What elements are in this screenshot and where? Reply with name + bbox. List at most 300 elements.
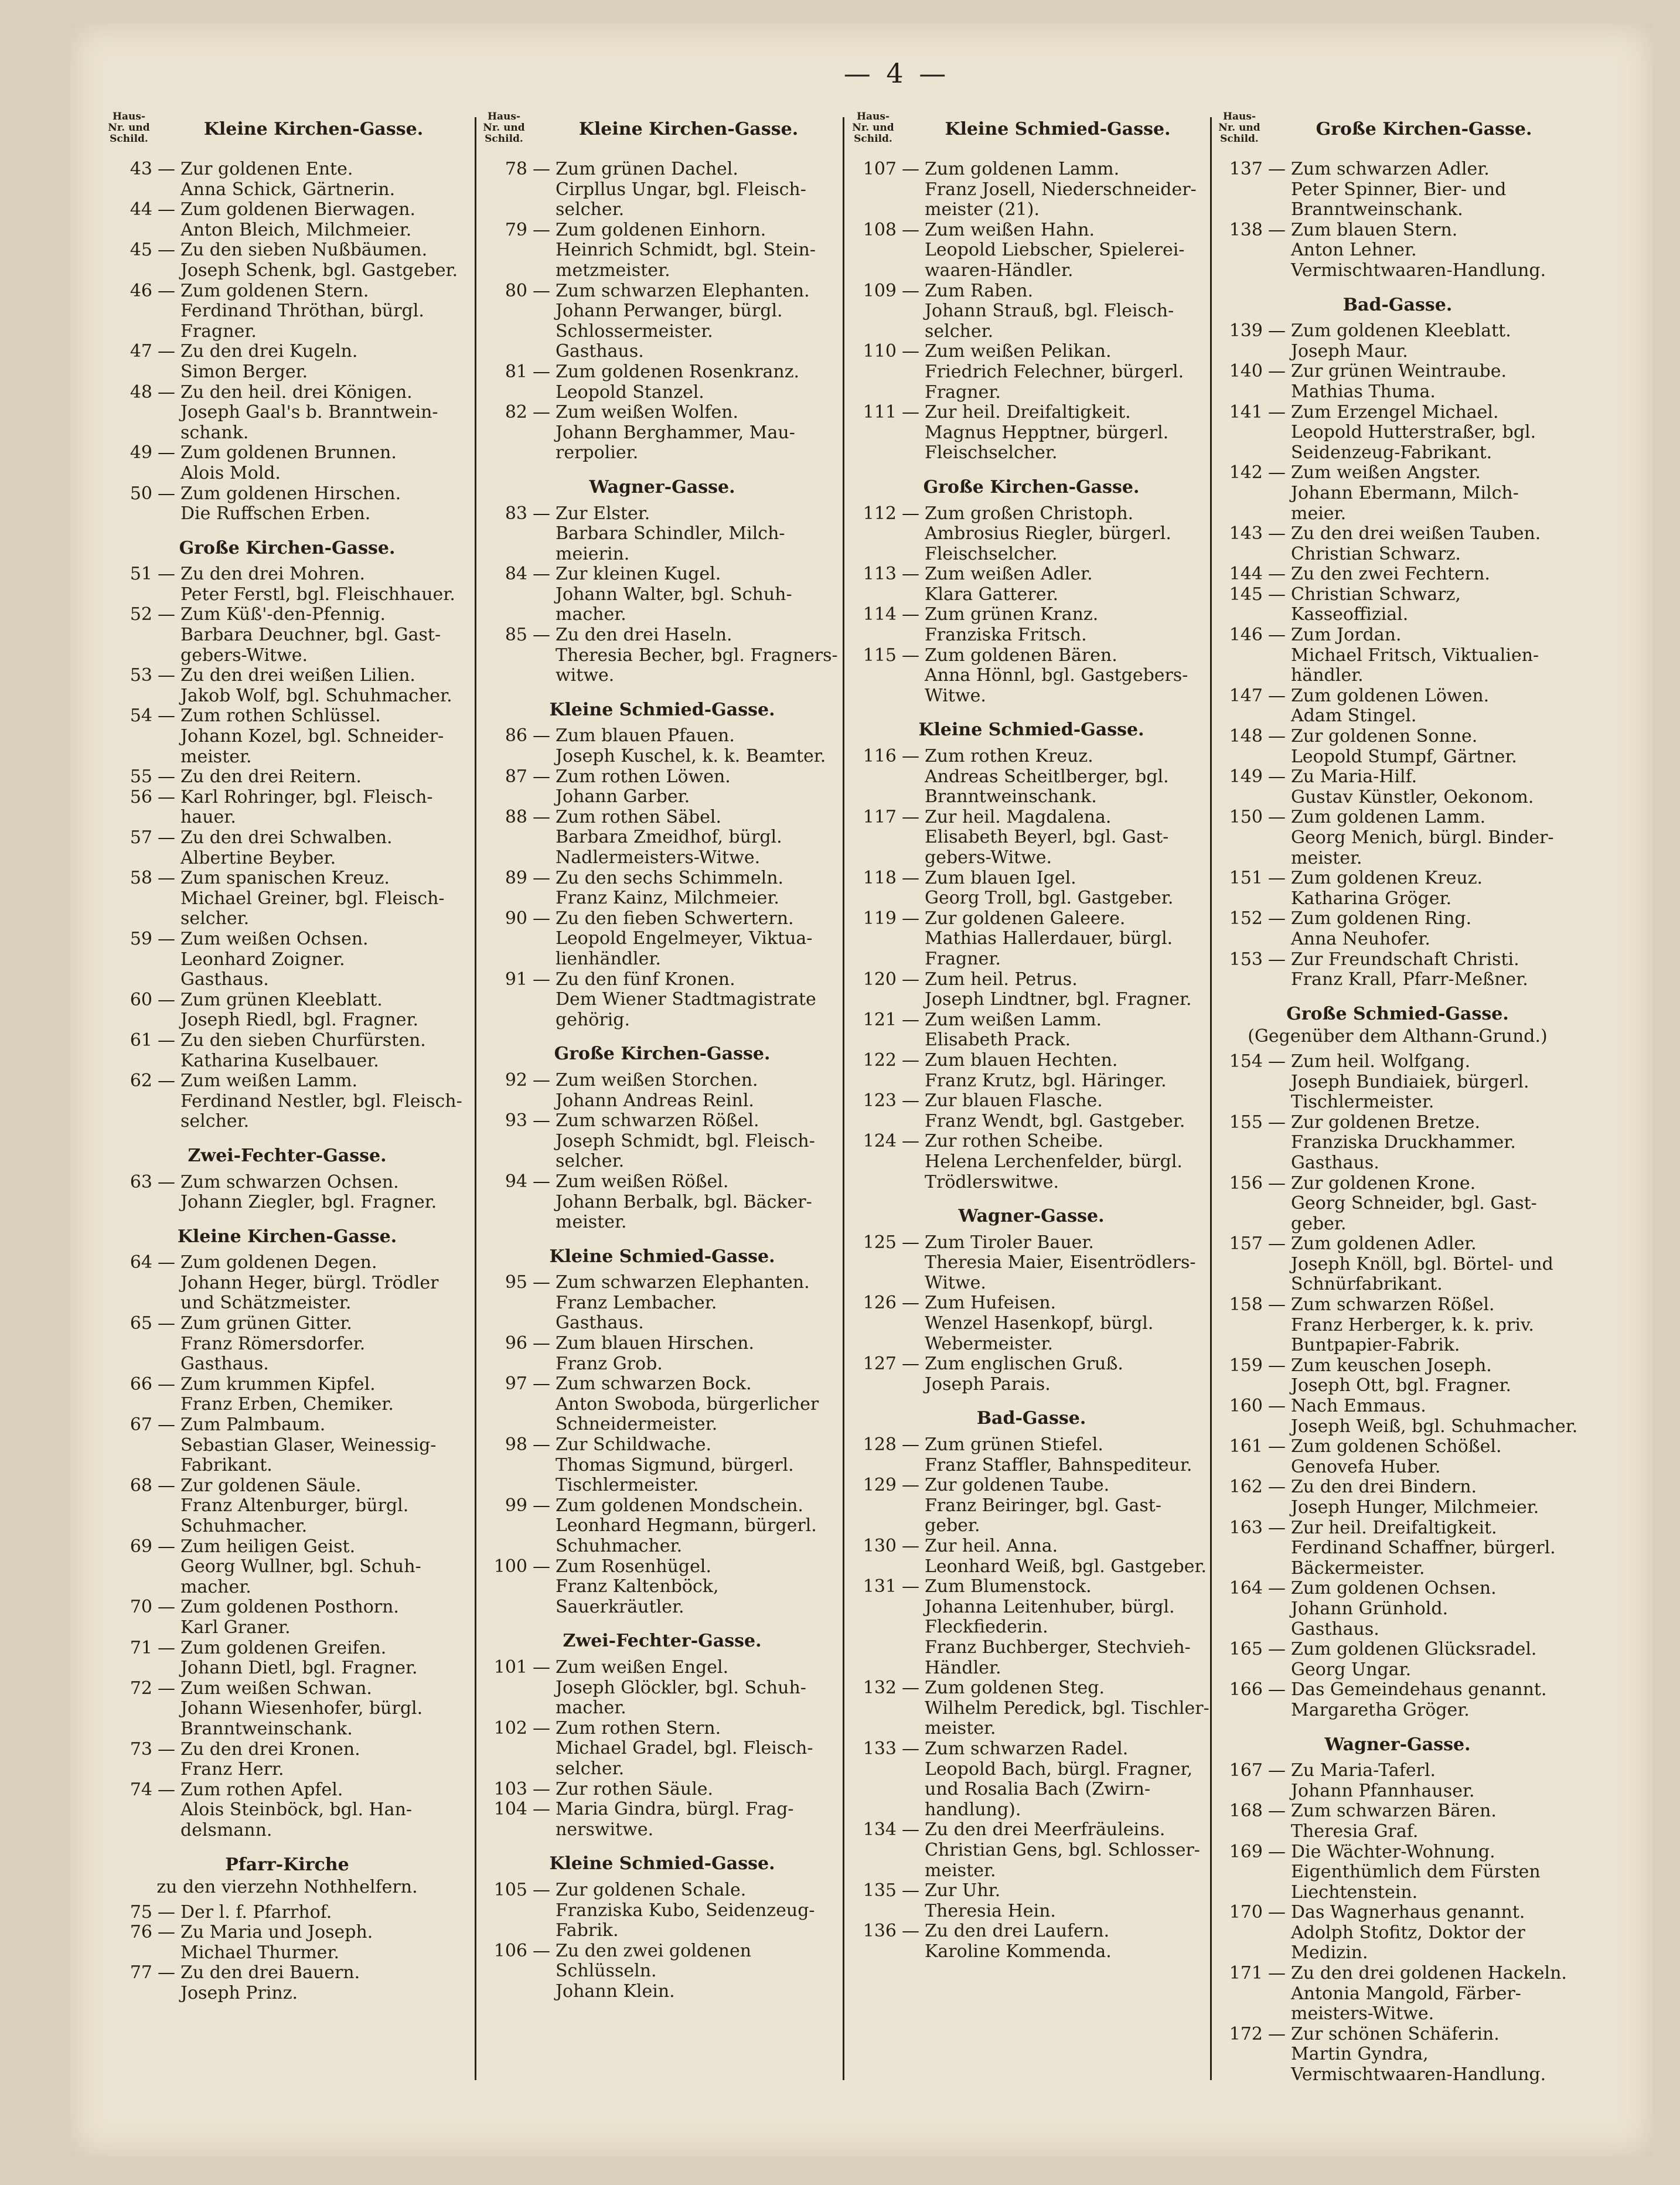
resident-line: Andreas Scheitlberger, bgl. (925, 766, 1169, 787)
house-sign: Zum blauen Hirschen. (556, 1333, 754, 1354)
dash-separator: — (158, 1313, 175, 1334)
dash-separator: — (1268, 523, 1286, 544)
house-sign: Zu den drei Mohren. (180, 564, 365, 585)
resident-line: Witwe. (925, 685, 986, 706)
house-number: 72 (130, 1678, 152, 1699)
house-entry (1216, 463, 1579, 483)
resident-line: Michael Fritsch, Viktualien- (1291, 645, 1539, 666)
house-sign: Nach Emmaus. (1291, 1396, 1426, 1417)
resident-line: Klara Gatterer. (925, 584, 1059, 605)
resident-line: geber. (925, 1515, 980, 1536)
dash-separator: — (1268, 1233, 1286, 1255)
street-heading: Kleine Schmied-Gasse. (945, 119, 1171, 139)
resident-line: Joseph Kuschel, k. k. Beamter. (556, 746, 826, 767)
resident-line: Johann Berghammer, Mau- (556, 422, 795, 443)
resident-line: Franz Herr. (180, 1759, 284, 1780)
dash-separator: — (1268, 1477, 1286, 1498)
house-sign: Zum goldenen Ochsen. (1291, 1578, 1497, 1599)
house-number-label: Haus-Nr. und Schild. (852, 111, 894, 145)
dash-separator: — (158, 1373, 175, 1395)
house-number: 117 (863, 806, 897, 827)
house-number: 83 (505, 503, 527, 524)
house-entry (105, 990, 469, 1011)
resident-line: Johann Ebermann, Milch- (1291, 482, 1519, 503)
resident-line: Händler. (925, 1657, 1001, 1678)
dash-separator: — (1268, 1517, 1286, 1538)
resident-line: Alois Mold. (180, 462, 281, 483)
dash-separator: — (1268, 401, 1286, 422)
dash-separator: — (533, 1656, 550, 1678)
resident-line: Karoline Kommenda. (925, 1941, 1112, 1962)
house-number: 59 (130, 928, 152, 949)
house-sign: Zum blauen Pfauen. (556, 725, 735, 746)
dash-separator: — (1268, 1051, 1286, 1072)
column-2 (481, 111, 844, 2002)
resident-line: Fleckfiederin. (925, 1617, 1048, 1638)
dash-separator: — (902, 908, 919, 929)
house-sign: Zum Erzengel Michael. (1291, 401, 1499, 422)
house-entry (850, 1739, 1213, 1760)
house-sign: Zum goldenen Brunnen. (180, 442, 397, 463)
house-sign: Zum Raben. (925, 280, 1034, 301)
house-number: 62 (130, 1071, 152, 1092)
street-heading: Kleine Kirchen-Gasse. (203, 119, 424, 139)
house-number: 149 (1229, 766, 1263, 788)
resident-line: Franziska Druckhammer. (1291, 1132, 1516, 1153)
house-entry (1216, 868, 1579, 889)
house-sign: Zum rothen Apfel. (180, 1779, 343, 1800)
resident-line: Elisabeth Prack. (925, 1030, 1071, 1051)
resident-line: Leopold Hutterstraßer, bgl. (1291, 422, 1536, 443)
resident-line: selcher. (556, 1151, 625, 1172)
house-sign: Zum heil. Wolfgang. (1291, 1051, 1471, 1072)
resident-line: Antonia Mangold, Färber- (1291, 1983, 1521, 2004)
house-sign: Zur schönen Schäferin. (1291, 2023, 1500, 2044)
resident-line: Helena Lerchenfelder, bürgl. (925, 1151, 1183, 1172)
house-number: 43 (130, 159, 152, 179)
house-entry (1216, 403, 1579, 423)
entry-list (850, 159, 1213, 1962)
dash-separator: — (533, 361, 550, 382)
resident-line: delsmann. (180, 1819, 272, 1840)
house-number: 143 (1229, 523, 1263, 544)
dash-separator: — (533, 1799, 550, 1820)
house-sign: Zum goldenen Bierwagen. (180, 199, 416, 220)
house-sign: Zum grünen Kranz. (925, 604, 1099, 625)
house-sign: Zum Jordan. (1291, 625, 1402, 646)
house-entry (1216, 767, 1579, 788)
resident-line: selcher. (556, 199, 625, 220)
dash-separator: — (902, 564, 919, 585)
resident-line: Mathias Hallerdauer, bürgl. (925, 928, 1173, 949)
house-entry (850, 403, 1213, 423)
house-sign: Zur blauen Flasche. (925, 1090, 1103, 1112)
resident-line: Branntweinschank. (180, 1718, 353, 1739)
house-number: 135 (863, 1880, 897, 1901)
house-entry (850, 1435, 1213, 1455)
dash-separator: — (533, 159, 550, 179)
resident-line: Peter Ferstl, bgl. Fleischhauer. (180, 584, 455, 605)
dash-separator: — (902, 1475, 919, 1496)
house-sign: Zur heil. Anna. (925, 1536, 1058, 1556)
house-number: 85 (505, 625, 527, 646)
house-entry (1216, 909, 1579, 929)
dash-separator: — (158, 240, 175, 261)
house-number: 69 (130, 1536, 152, 1557)
dash-separator: — (533, 1333, 550, 1354)
house-sign: Zum grünen Stiefel. (925, 1434, 1103, 1455)
house-sign: Zur goldenen Sonne. (1291, 726, 1478, 747)
house-entry (850, 605, 1213, 625)
resident-line: Fabrik. (556, 1920, 619, 1941)
house-number: 131 (863, 1576, 897, 1597)
house-number: 66 (130, 1373, 152, 1395)
resident-line: Barbara Zmeidhof, bürgl. (556, 827, 782, 848)
resident-line: meister. (925, 1860, 996, 1881)
house-number: 155 (1229, 1112, 1263, 1133)
dash-separator: — (158, 199, 175, 220)
house-sign: Zum rothen Stern. (556, 1717, 721, 1739)
resident-line: Joseph Riedl, bgl. Fragner. (180, 1010, 419, 1031)
house-number: 84 (505, 564, 527, 585)
resident-line: Christian Gens, bgl. Schlosser- (925, 1839, 1200, 1860)
resident-line: Webermeister. (925, 1333, 1054, 1354)
house-entry (1216, 1579, 1579, 1599)
street-subheading: (Gegenüber dem Althann-Grund.) (1248, 1026, 1548, 1047)
resident-line: Bäckermeister. (1291, 1557, 1425, 1579)
dash-separator: — (158, 381, 175, 403)
house-number: 147 (1229, 685, 1263, 706)
dash-separator: — (533, 1373, 550, 1395)
house-number: 121 (863, 1009, 897, 1030)
resident-line: Franz Grob. (556, 1353, 663, 1374)
house-sign: Zum schwarzen Bären. (1291, 1801, 1497, 1822)
house-entry (1216, 1174, 1579, 1194)
resident-line: meister. (1291, 847, 1362, 868)
house-number: 48 (130, 381, 152, 403)
street-heading: Große Kirchen-Gasse. (1316, 119, 1532, 139)
dash-separator: — (1268, 2023, 1286, 2044)
house-number: 123 (863, 1090, 897, 1112)
house-entry (105, 1476, 469, 1497)
resident-line: Theresia Maier, Eisentrödlers- (925, 1252, 1196, 1273)
resident-line: Johann Pfannhauser. (1291, 1780, 1475, 1801)
house-entry (105, 868, 469, 889)
house-sign: Zum goldenen Schößel. (1291, 1436, 1502, 1457)
house-sign: Zum weißen Angster. (1291, 462, 1481, 483)
resident-line: Joseph Maur. (1291, 340, 1408, 362)
house-number: 109 (863, 280, 897, 301)
dash-separator: — (533, 503, 550, 524)
dash-separator: — (158, 1962, 175, 1983)
house-entry (105, 1071, 469, 1092)
street-heading: Bad-Gasse. (976, 1408, 1086, 1429)
dash-separator: — (902, 1880, 919, 1901)
dash-separator: — (902, 1434, 919, 1455)
resident-line: Christian Schwarz. (1291, 543, 1461, 564)
dash-separator: — (533, 1171, 550, 1192)
house-sign: Zu den drei Kugeln. (180, 341, 358, 362)
dash-separator: — (1268, 1902, 1286, 1923)
resident-line: Ferdinand Nestler, bgl. Fleisch- (180, 1090, 462, 1112)
column-header (1216, 111, 1579, 159)
resident-line: Jakob Wolf, bgl. Schuhmacher. (180, 685, 452, 706)
dash-separator: — (1268, 1112, 1286, 1133)
resident-line: Georg Wullner, bgl. Schuh- (180, 1556, 421, 1577)
house-entry (105, 605, 469, 625)
resident-line: Georg Troll, bgl. Gastgeber. (925, 888, 1174, 909)
resident-line: Franz Buchberger, Stechvieh- (925, 1637, 1191, 1658)
house-number: 101 (493, 1656, 527, 1678)
house-sign: Zur Uhr. (925, 1880, 1001, 1901)
house-sign: Zu den heil. drei Königen. (180, 381, 413, 403)
house-entry (481, 1941, 844, 1982)
house-number: 73 (130, 1739, 152, 1760)
dash-separator: — (533, 725, 550, 746)
house-entry (481, 362, 844, 383)
house-sign: Zum goldenen Greifen. (180, 1637, 387, 1658)
house-sign: Zum weißen Storchen. (556, 1069, 758, 1090)
street-heading: Bad-Gasse. (1342, 294, 1453, 315)
resident-line: gebers-Witwe. (180, 645, 308, 666)
house-sign: Zur heil. Dreifaltigkeit. (1291, 1517, 1497, 1538)
resident-line: Johann Strauß, bgl. Fleisch- (925, 301, 1174, 322)
entry-list (105, 159, 469, 2004)
house-entry (481, 564, 844, 585)
dash-separator: — (158, 280, 175, 301)
house-entry (850, 1293, 1213, 1314)
dash-separator: — (158, 827, 175, 848)
house-sign: Zum weißen Rößel. (556, 1171, 729, 1192)
resident-line: Johanna Leitenhuber, bürgl. (925, 1596, 1175, 1617)
house-sign: Zum weißen Adler. (925, 564, 1093, 585)
house-number: 57 (130, 827, 152, 848)
dash-separator: — (1268, 1801, 1286, 1822)
resident-line: Leopold Stanzel. (556, 381, 704, 403)
dash-separator: — (902, 806, 919, 827)
house-sign: Zum goldenen Adler. (1291, 1233, 1477, 1255)
resident-line: Joseph Schenk, bgl. Gastgeber. (180, 260, 458, 281)
dash-separator: — (1268, 1355, 1286, 1376)
resident-line: Mathias Thuma. (1291, 381, 1436, 402)
dash-separator: — (158, 1475, 175, 1496)
house-number-label: Haus-Nr. und Schild. (1218, 111, 1260, 145)
street-heading: Wagner-Gasse. (589, 476, 735, 497)
house-entry (105, 1780, 469, 1801)
house-number: 99 (505, 1495, 527, 1516)
house-sign: Zu den sieben Churfürsten. (180, 1030, 426, 1051)
house-entry (1216, 564, 1579, 585)
house-sign: Zum goldenen Steg. (925, 1678, 1105, 1699)
resident-line: Thomas Sigmund, bürgerl. (556, 1454, 794, 1475)
house-entry (1216, 524, 1579, 544)
house-sign: Zum goldenen Lamm. (925, 159, 1120, 179)
house-number: 116 (863, 746, 897, 767)
dash-separator: — (533, 806, 550, 827)
house-number: 53 (130, 665, 152, 686)
house-entry (481, 403, 844, 423)
house-sign: Zum weißen Engel. (556, 1656, 729, 1678)
resident-line: Fragner. (925, 381, 1001, 403)
house-sign: Zum goldenen Degen. (180, 1252, 377, 1273)
dash-separator: — (902, 1536, 919, 1556)
house-number: 129 (863, 1475, 897, 1496)
house-entry (105, 1638, 469, 1659)
street-heading: Wagner-Gasse. (958, 1206, 1105, 1227)
house-entry (481, 1557, 844, 1577)
house-sign: Zum goldenen Lamm. (1291, 807, 1486, 828)
house-sign: Zur goldenen Bretze. (1291, 1112, 1481, 1133)
house-number: 157 (1229, 1233, 1263, 1255)
dash-separator: — (158, 1637, 175, 1658)
street-heading: Zwei-Fechter-Gasse. (188, 1145, 387, 1166)
resident-line: meisters-Witwe. (1291, 2003, 1434, 2024)
house-number: 96 (505, 1333, 527, 1354)
house-entry (850, 1091, 1213, 1112)
house-sign: Zu den drei Meerfräuleins. (925, 1819, 1166, 1840)
resident-line: Trödlerswitwe. (925, 1171, 1059, 1192)
resident-line: Franz Herberger, k. k. priv. (1291, 1314, 1534, 1335)
street-heading: Große Kirchen-Gasse. (179, 537, 396, 558)
house-sign: Zum weißen Pelikan. (925, 341, 1112, 362)
dash-separator: — (902, 341, 919, 362)
page-number: — 4 — (843, 57, 950, 89)
house-sign: Zum heiligen Geist. (180, 1536, 356, 1557)
resident-line: Schuhmacher. (556, 1536, 683, 1556)
house-number: 151 (1229, 868, 1263, 889)
dash-separator: — (1268, 625, 1286, 646)
house-number: 108 (863, 219, 897, 240)
street-heading: Kleine Schmied-Gasse. (549, 699, 775, 720)
house-entry (105, 1903, 469, 1923)
house-number: 115 (863, 645, 897, 666)
resident-line: Johann Walter, bgl. Schuh- (556, 584, 792, 605)
resident-line: Wilhelm Peredick, bgl. Tischler- (925, 1697, 1209, 1719)
house-sign: Zum schwarzen Adler. (1291, 159, 1490, 179)
dash-separator: — (1268, 1578, 1286, 1599)
resident-line: nerswitwe. (556, 1819, 654, 1840)
dash-separator: — (902, 1131, 919, 1152)
dash-separator: — (902, 1678, 919, 1699)
house-sign: Zum goldenen Löwen. (1291, 685, 1490, 706)
resident-line: Franz Wendt, bgl. Gastgeber. (925, 1110, 1185, 1131)
dash-separator: — (158, 766, 175, 788)
dash-separator: — (902, 645, 919, 666)
resident-line: selcher. (180, 908, 250, 929)
resident-line: Michael Greiner, bgl. Fleisch- (180, 888, 445, 909)
house-sign: Zur grünen Weintraube. (1291, 361, 1507, 382)
house-entry (105, 1740, 469, 1760)
house-entry (1216, 362, 1579, 382)
house-entry (105, 1314, 469, 1334)
house-entry (1216, 950, 1579, 970)
resident-line: macher. (556, 604, 626, 625)
house-sign: Zum goldenen Glücksradel. (1291, 1639, 1537, 1660)
house-number: 89 (505, 867, 527, 888)
house-number: 164 (1229, 1578, 1263, 1599)
dash-separator: — (158, 1597, 175, 1618)
house-sign: Christian Schwarz, Kasseoffizial. (1291, 584, 1461, 625)
resident-line: Georg Ungar. (1291, 1659, 1412, 1680)
house-entry (850, 1577, 1213, 1597)
street-heading: Kleine Schmied-Gasse. (549, 1853, 775, 1874)
house-number: 142 (1229, 462, 1263, 483)
resident-line: Joseph Knöll, bgl. Börtel- und (1291, 1253, 1553, 1274)
house-sign: Zum schwarzen Ochsen. (180, 1171, 399, 1192)
house-sign: Zu den drei Reitern. (180, 766, 362, 788)
house-sign: Zur Schildwache. (556, 1434, 712, 1455)
house-entry (1216, 1396, 1579, 1417)
house-sign: Zu den drei weißen Lilien. (180, 665, 415, 686)
house-sign: Zum grünen Kleeblatt. (180, 989, 383, 1010)
house-number: 145 (1229, 584, 1263, 605)
house-number: 160 (1229, 1396, 1263, 1417)
house-entry (105, 240, 469, 261)
house-number: 70 (130, 1597, 152, 1618)
house-sign: Zu den drei Bauern. (180, 1962, 360, 1983)
dash-separator: — (902, 1354, 919, 1375)
resident-line: Adolph Stofitz, Doktor der (1291, 1922, 1525, 1943)
resident-line: Alois Steinböck, bgl. Han- (180, 1799, 413, 1821)
resident-line: Johann Grünhold. (1291, 1598, 1449, 1619)
house-sign: Zum weißen Ochsen. (180, 928, 369, 949)
resident-line: Eigenthümlich dem Fürsten (1291, 1862, 1541, 1883)
house-entry (850, 281, 1213, 302)
column-header (105, 111, 469, 159)
resident-line: Anton Bleich, Milchmeier. (180, 219, 412, 240)
resident-line: Joseph Bundiaiek, bürgerl. (1291, 1071, 1529, 1092)
house-entry (105, 666, 469, 686)
house-number: 139 (1229, 321, 1263, 342)
house-number: 103 (493, 1778, 527, 1799)
resident-line: Johann Klein. (556, 1981, 675, 2002)
resident-line: Branntweinschank. (925, 786, 1097, 807)
resident-line: Theresia Becher, bgl. Fragners- (556, 645, 838, 666)
house-number: 90 (505, 908, 527, 929)
house-sign: Zum blauen Igel. (925, 867, 1076, 888)
house-number: 172 (1229, 2023, 1263, 2044)
dash-separator: — (1268, 807, 1286, 828)
house-number: 114 (863, 604, 897, 625)
resident-line: Johann Berbalk, bgl. Bäcker- (556, 1191, 812, 1212)
dash-separator: — (533, 867, 550, 888)
resident-line: Johann Garber. (556, 786, 690, 807)
house-sign: Zum goldenen Stern. (180, 280, 369, 301)
resident-line: gebers-Witwe. (925, 847, 1052, 868)
resident-line: Leopold Engelmeyer, Viktua- (556, 928, 813, 949)
house-number: 100 (493, 1556, 527, 1577)
dash-separator: — (158, 1922, 175, 1943)
resident-line: hauer. (180, 807, 236, 828)
resident-line: Elisabeth Beyerl, bgl. Gast- (925, 827, 1169, 848)
house-number: 152 (1229, 908, 1263, 929)
house-entry (1216, 1680, 1579, 1700)
resident-line: Seidenzeug-Fabrikant. (1291, 442, 1492, 463)
dash-separator: — (533, 625, 550, 646)
house-number: 153 (1229, 949, 1263, 970)
house-entry (105, 1172, 469, 1193)
house-entry (850, 868, 1213, 889)
house-number: 65 (130, 1313, 152, 1334)
house-entry (105, 706, 469, 727)
house-number: 125 (863, 1232, 897, 1253)
house-number: 97 (505, 1373, 527, 1395)
dash-separator: — (902, 402, 919, 423)
resident-line: Gasthaus. (180, 969, 269, 990)
house-sign: Zu Maria-Hilf. (1291, 766, 1417, 788)
house-entry (850, 342, 1213, 362)
column-header (481, 111, 844, 159)
